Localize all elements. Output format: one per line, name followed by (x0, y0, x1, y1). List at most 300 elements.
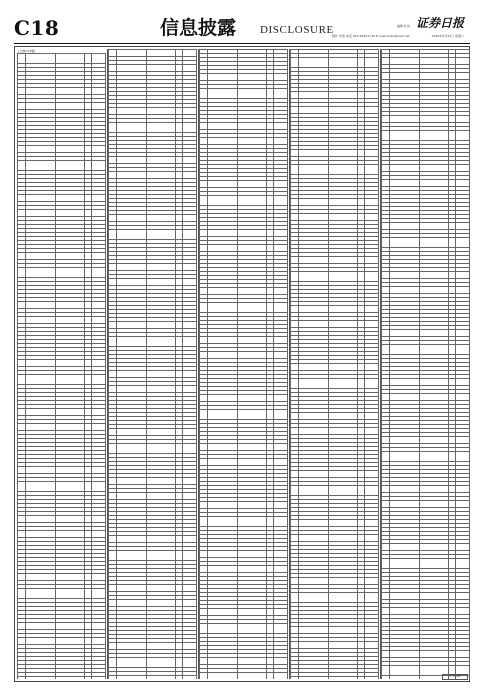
table-cell (365, 413, 379, 420)
table-cell (382, 116, 390, 123)
table-row (200, 444, 288, 451)
table-cell (18, 623, 26, 630)
table-cell (147, 279, 176, 286)
table-cell (18, 88, 26, 95)
table-cell (291, 535, 299, 542)
table-row (18, 88, 106, 95)
table-cell (299, 578, 329, 585)
table-cell (420, 651, 449, 658)
table-cell (420, 116, 449, 123)
table-cell (92, 253, 106, 260)
table-cell (390, 608, 420, 615)
table-row (18, 467, 106, 474)
table-cell (85, 467, 92, 474)
table-cell (109, 264, 117, 271)
table-cell (18, 103, 26, 110)
table-row (200, 517, 288, 527)
table-cell (449, 73, 456, 80)
table-cell (420, 238, 449, 248)
table-cell (109, 444, 117, 454)
table-cell (238, 395, 267, 402)
table-cell (117, 230, 147, 240)
table-row (200, 196, 288, 206)
table-cell (183, 230, 197, 240)
table-cell (329, 92, 358, 99)
table-cell (18, 574, 26, 581)
table-cell (390, 452, 420, 462)
table-row (109, 264, 197, 271)
table-cell (200, 517, 208, 527)
table-cell (358, 58, 365, 68)
table-cell (238, 230, 267, 237)
table-cell (183, 444, 197, 454)
table-cell (26, 424, 56, 431)
table-cell (420, 559, 449, 569)
table-cell (291, 413, 299, 420)
table-row (18, 424, 106, 431)
table-cell (456, 180, 470, 187)
table-cell (183, 65, 197, 72)
table-cell (18, 146, 26, 153)
table-cell (117, 264, 147, 271)
table-cell (117, 536, 147, 543)
table-cell (449, 330, 456, 337)
table-cell (200, 303, 208, 313)
table-cell (56, 424, 85, 431)
table-row (291, 306, 379, 313)
table-cell (365, 214, 379, 221)
table-cell (183, 658, 197, 668)
table-cell (274, 658, 288, 665)
table-cell (449, 165, 456, 172)
table-cell (147, 157, 176, 164)
table-cell (420, 58, 449, 65)
table-cell (109, 215, 117, 222)
table-cell (176, 322, 183, 329)
table-row (200, 74, 288, 81)
table-cell (456, 272, 470, 279)
table-cell (291, 165, 299, 175)
table-cell (238, 288, 267, 295)
table-cell (176, 264, 183, 271)
table-cell (358, 428, 365, 435)
table-cell (382, 165, 390, 172)
table-cell (85, 253, 92, 260)
table-cell (449, 452, 456, 462)
table-row (18, 317, 106, 324)
disclosure-table (17, 53, 106, 679)
table-cell (109, 386, 117, 393)
table-cell (299, 535, 329, 542)
table-cell (420, 287, 449, 294)
table-cell (208, 303, 238, 313)
table-cell (274, 74, 288, 81)
table-cell (85, 54, 92, 64)
table-cell (456, 131, 470, 141)
table-cell (26, 88, 56, 95)
table-row (109, 50, 197, 57)
table-cell (456, 593, 470, 600)
table-cell (183, 371, 197, 378)
table-cell (238, 123, 267, 130)
table-cell (456, 73, 470, 80)
table-cell (267, 303, 274, 313)
text-column-4 (290, 49, 379, 679)
table-cell (85, 516, 92, 523)
table-cell (26, 317, 56, 324)
table-cell (238, 444, 267, 451)
table-cell (147, 123, 176, 133)
table-cell (147, 600, 176, 607)
table-row (109, 429, 197, 436)
table-cell (358, 520, 365, 527)
table-cell (176, 386, 183, 393)
table-cell (291, 642, 299, 649)
table-cell (267, 123, 274, 130)
table-row (200, 395, 288, 402)
table-cell (56, 516, 85, 523)
table-cell (92, 317, 106, 324)
table-cell (267, 230, 274, 237)
table-cell (449, 223, 456, 230)
table-cell (176, 676, 183, 680)
table-cell (208, 230, 238, 237)
table-cell (200, 138, 208, 145)
table-cell (274, 123, 288, 130)
table-cell (200, 444, 208, 451)
table-cell (18, 268, 26, 278)
table-cell (92, 424, 106, 431)
table-cell (200, 352, 208, 359)
table-row (291, 214, 379, 221)
table-cell (456, 452, 470, 462)
table-cell (358, 257, 365, 264)
table-cell (274, 181, 288, 188)
table-cell (92, 589, 106, 599)
table-cell (299, 677, 329, 680)
table-row (18, 161, 106, 171)
table-cell (238, 566, 267, 573)
table-cell (208, 395, 238, 402)
table-cell (92, 375, 106, 385)
table-cell (329, 272, 358, 282)
table-cell (176, 50, 183, 57)
table-cell (358, 578, 365, 585)
table-row (109, 172, 197, 179)
table-row (291, 578, 379, 585)
table-cell (420, 379, 449, 386)
table-cell (329, 321, 358, 328)
table-cell (18, 375, 26, 385)
table-cell (109, 536, 117, 543)
table-cell (449, 379, 456, 386)
table-cell (267, 658, 274, 665)
table-cell (449, 272, 456, 279)
table-cell (200, 673, 208, 680)
table-cell (109, 322, 117, 329)
table-row (18, 302, 106, 309)
table-cell (299, 364, 329, 371)
table-cell (358, 214, 365, 221)
table-cell (291, 107, 299, 114)
table-cell (183, 322, 197, 329)
table-row (291, 272, 379, 282)
table-cell (92, 467, 106, 474)
table-cell (117, 643, 147, 650)
table-cell (18, 638, 26, 645)
table-cell (238, 74, 267, 81)
table-cell (147, 429, 176, 436)
table-cell (274, 502, 288, 509)
table-cell (109, 50, 117, 57)
table-cell (176, 279, 183, 286)
table-row (291, 379, 379, 389)
table-cell (358, 593, 365, 603)
table-row (18, 574, 106, 581)
table-cell (390, 131, 420, 141)
table-cell (200, 288, 208, 295)
table-cell (299, 214, 329, 221)
table-cell (26, 516, 56, 523)
table-cell (200, 410, 208, 420)
table-cell (456, 394, 470, 401)
table-cell (26, 677, 56, 680)
table-cell (200, 181, 208, 188)
table-cell (291, 257, 299, 264)
table-cell (382, 593, 390, 600)
table-cell (18, 54, 26, 64)
table-cell (176, 444, 183, 454)
table-cell (92, 103, 106, 110)
table-cell (183, 157, 197, 164)
table-cell (117, 215, 147, 222)
table-cell (200, 459, 208, 466)
table-cell (390, 223, 420, 230)
table-cell (382, 394, 390, 401)
table-cell (267, 444, 274, 451)
table-cell (267, 288, 274, 295)
table-cell (358, 272, 365, 282)
table-cell (456, 287, 470, 294)
table-cell (117, 444, 147, 454)
table-row (200, 551, 288, 558)
table-row (200, 303, 288, 313)
table-cell (267, 138, 274, 145)
table-cell (456, 345, 470, 355)
table-cell (382, 559, 390, 569)
table-cell (147, 658, 176, 668)
table-cell (365, 92, 379, 99)
table-cell (26, 253, 56, 260)
table-cell (85, 88, 92, 95)
table-cell (109, 643, 117, 650)
table-cell (449, 544, 456, 551)
table-row (109, 371, 197, 378)
table-cell (358, 364, 365, 371)
table-row (200, 352, 288, 359)
table-row (109, 157, 197, 164)
table-cell (329, 593, 358, 603)
disclosure-table (199, 49, 288, 679)
table-row (291, 593, 379, 603)
table-cell (200, 337, 208, 344)
table-cell (358, 677, 365, 680)
table-row (18, 516, 106, 523)
table-cell (329, 214, 358, 221)
table-cell (176, 429, 183, 436)
table-cell (329, 107, 358, 114)
table-cell (291, 364, 299, 371)
table-cell (382, 666, 390, 676)
table-cell (329, 578, 358, 585)
table-cell (176, 551, 183, 561)
table-cell (183, 50, 197, 57)
table-cell (92, 574, 106, 581)
table-cell (18, 531, 26, 538)
table-cell (274, 566, 288, 573)
table-cell (147, 264, 176, 271)
table-cell (92, 268, 106, 278)
table-cell (382, 287, 390, 294)
disclosure-table (290, 49, 379, 679)
table-cell (299, 272, 329, 282)
table-cell (117, 493, 147, 500)
table-cell (390, 116, 420, 123)
table-cell (299, 471, 329, 478)
table-cell (456, 544, 470, 551)
table-cell (147, 386, 176, 393)
table-cell (291, 379, 299, 389)
table-cell (117, 658, 147, 668)
table-cell (109, 676, 117, 680)
table-cell (176, 600, 183, 607)
table-cell (299, 627, 329, 634)
table-row (382, 394, 470, 401)
table-cell (420, 272, 449, 279)
table-cell (456, 379, 470, 386)
table-cell (56, 531, 85, 538)
table-cell (382, 272, 390, 279)
table-row (18, 638, 106, 645)
table-cell (420, 73, 449, 80)
table-cell (200, 230, 208, 237)
table-cell (238, 624, 267, 634)
table-cell (92, 88, 106, 95)
table-cell (85, 424, 92, 431)
table-cell (92, 302, 106, 309)
table-row (18, 409, 106, 416)
table-cell (267, 673, 274, 680)
newspaper-logo: 证券日报 (415, 16, 464, 30)
table-cell (267, 196, 274, 206)
table-cell (329, 642, 358, 649)
table-row (18, 623, 106, 630)
table-cell (456, 608, 470, 615)
table-cell (26, 302, 56, 309)
table-cell (117, 585, 147, 592)
table-cell (208, 551, 238, 558)
table-cell (176, 215, 183, 222)
table-cell (26, 589, 56, 599)
table-cell (274, 673, 288, 680)
table-cell (420, 593, 449, 600)
table-cell (238, 517, 267, 527)
table-cell (147, 108, 176, 115)
table-row (382, 272, 470, 279)
table-row (18, 677, 106, 680)
disclosure-body (14, 46, 470, 682)
table-cell (85, 677, 92, 680)
table-cell (299, 257, 329, 264)
table-cell (117, 551, 147, 561)
table-cell (208, 410, 238, 420)
table-cell (200, 566, 208, 573)
table-cell (56, 268, 85, 278)
table-cell (92, 161, 106, 171)
editor-credit: 编辑 杜伟 (397, 24, 410, 28)
table-cell (176, 643, 183, 650)
table-cell (382, 131, 390, 141)
table-cell (183, 429, 197, 436)
table-cell (117, 157, 147, 164)
table-cell (329, 535, 358, 542)
table-cell (456, 223, 470, 230)
table-cell (147, 322, 176, 329)
table-cell (117, 478, 147, 485)
table-cell (449, 131, 456, 141)
table-cell (117, 50, 147, 57)
table-cell (109, 429, 117, 436)
table-cell (420, 223, 449, 230)
table-cell (390, 180, 420, 187)
text-column-3 (199, 49, 288, 679)
table-cell (85, 103, 92, 110)
table-cell (299, 321, 329, 328)
table-cell (274, 196, 288, 206)
table-row (109, 215, 197, 222)
table-row (18, 531, 106, 538)
table-cell (291, 199, 299, 206)
table-cell (109, 230, 117, 240)
table-cell (382, 501, 390, 508)
table-cell (382, 651, 390, 658)
table-cell (267, 624, 274, 634)
table-row (200, 502, 288, 509)
table-cell (183, 478, 197, 485)
table-cell (18, 677, 26, 680)
table-cell (208, 181, 238, 188)
table-cell (56, 677, 85, 680)
table-cell (200, 502, 208, 509)
contact-line: 制作 李波 电话 010-83251716 E-mail:zmzx@zqrb.net (332, 34, 410, 38)
table-cell (18, 195, 26, 202)
table-cell (329, 165, 358, 175)
table-cell (183, 600, 197, 607)
table-cell (456, 58, 470, 65)
table-cell (291, 150, 299, 157)
table-cell (382, 73, 390, 80)
table-row (18, 210, 106, 217)
table-cell (92, 482, 106, 492)
table-cell (208, 517, 238, 527)
table-cell (274, 410, 288, 420)
table-cell (274, 609, 288, 616)
table-cell (200, 551, 208, 558)
table-cell (147, 172, 176, 179)
table-cell (56, 482, 85, 492)
table-cell (56, 146, 85, 153)
table-cell (299, 150, 329, 157)
